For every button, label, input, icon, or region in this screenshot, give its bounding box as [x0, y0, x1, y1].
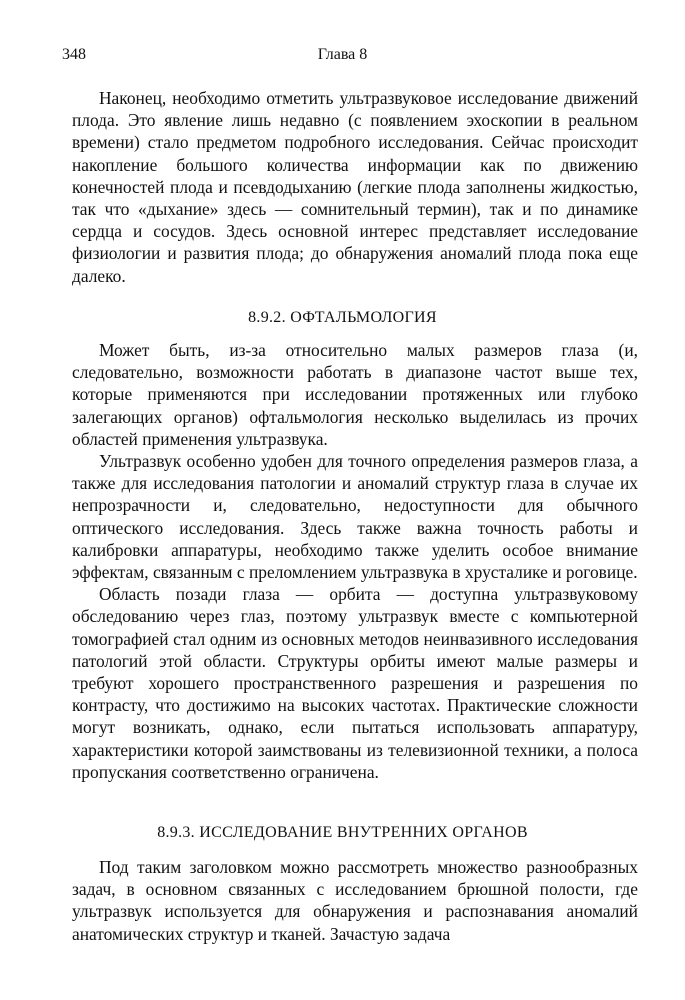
paragraph-orbit: Область позади глаза — орбита — доступна ультразвуковому обследованию через глаз, поэтому ультразвук вместе с компьютерной томографией стал одним из основных методов неинвазивного исследования патологий этой области. Структуры орбиты имеют малые размеры и требуют хорошего пространственного разрешения и разрешения по контрасту, что достижимо на высоких частотах. Практические сложности могут возникать, однако, если пытаться использовать аппаратуру, характеристики которой заимствованы из телевизионной техники, а полоса пропускания соответственно ограничена. — [72, 584, 638, 782]
intro-text — [72, 87, 638, 287]
ophthalmology-text — [72, 339, 638, 783]
paragraph-abdominal: Под таким заголовком можно рассмотреть множество разнообразных задач, в основном связанных с исследованием брюшной полости, где ультразвук используется для обнаружения и распознавания аномалий анатомических структур и тканей. Зачастую задача — [72, 857, 638, 944]
paragraph-eye-measurement: Ультразвук особенно удобен для точного определения размеров глаза, а также для исследования патологии и аномалий структур глаза в случае их непрозрачности и, следовательно, недоступности для обычного оптического исследования. Здесь также важна точность работы и калибровки аппаратуры, необходимо также уделить особое внимание эффектам, связанным с преломлением ультразвука в хрусталике и роговице. — [72, 451, 638, 583]
running-title: Глава 8 — [317, 46, 368, 63]
internal-organs-text — [72, 856, 638, 945]
paragraph-eye-size: Может быть, из-за относительно малых размеров глаза (и, следовательно, возможности работать в диапазоне частот выше тех, которые применяются при исследовании протяженных или глубоко залегающих органов) офтальмология несколько выделилась из прочих областей применения ультразвука. — [72, 340, 638, 449]
page-number: 348 — [62, 46, 86, 63]
section-heading-ophthalmology: 8.9.2. ОФТАЛЬМОЛОГИЯ — [248, 309, 437, 326]
section-heading-internal-organs: 8.9.3. ИССЛЕДОВАНИЕ ВНУТРЕННИХ ОРГАНОВ — [157, 824, 528, 841]
paragraph-fetal-movement: Наконец, необходимо отметить ультразвуковое исследование движений плода. Это явление лишь недавно (с появлением эхоскопии в реальном времени) стало предметом подробного исследования. Сейчас происходит накопление большого количества информации как по движению конечностей плода и псевдодыханию (легкие плода заполнены жидкостью, так что «дыхание» здесь — сомнительный термин), так и по динамике сердца и сосудов. Здесь основной интерес представляет исследование физиологии и развития плода; до обнаружения аномалий плода пока еще далеко. — [72, 88, 638, 286]
